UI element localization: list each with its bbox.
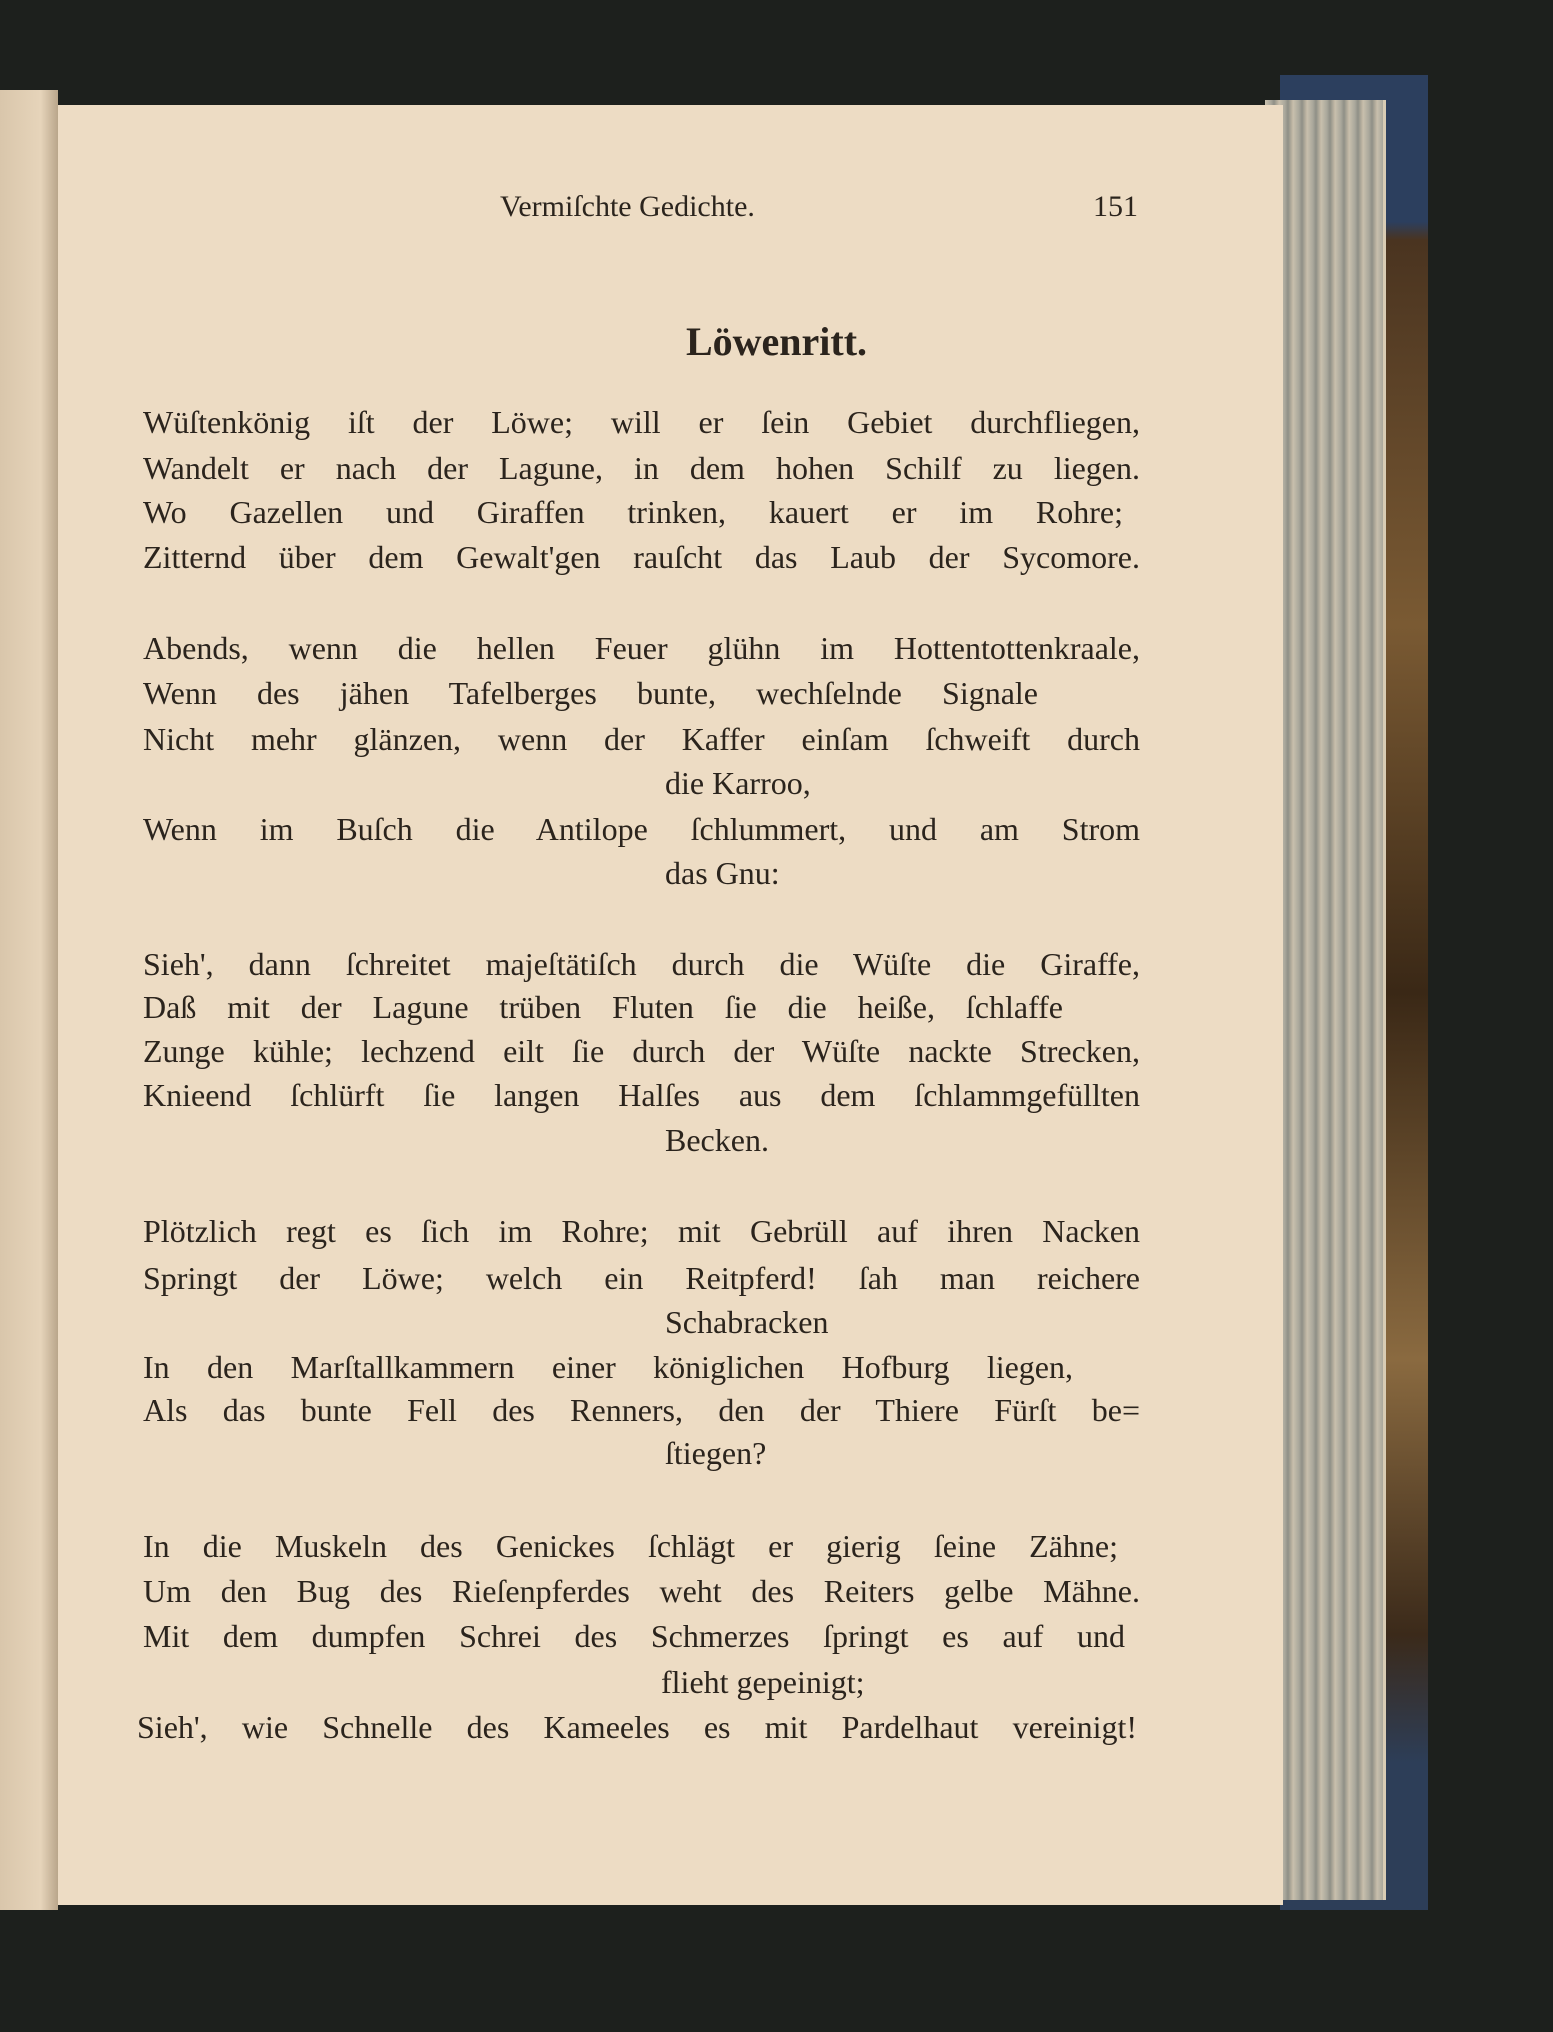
verse-line: In den Marſtallkammern einer königlichen Hofburg liegen,	[143, 1349, 1073, 1385]
verse-line: Mit dem dumpfen Schrei des Schmerzes ſpringt es auf und	[143, 1618, 1125, 1654]
verse-line: Wenn im Buſch die Antilope ſchlummert, und am Strom	[143, 811, 1140, 847]
verse-line: Daß mit der Lagune trüben Fluten ſie die heiße, ſchlaffe	[143, 989, 1063, 1025]
verse-line: In die Muskeln des Genickes ſchlägt er gierig ſeine Zähne;	[143, 1528, 1118, 1564]
running-title: Vermiſchte Gedichte.	[500, 190, 755, 223]
verse-line: Wüſtenkönig iſt der Löwe; will er ſein Gebiet durchfliegen,	[143, 404, 1140, 440]
verse-line: Knieend ſchlürft ſie langen Halſes aus dem ſchlammgefüllten	[143, 1077, 1140, 1113]
verse-line: Wenn des jähen Tafelberges bunte, wechſelnde Signale	[143, 675, 1038, 711]
verse-line: Um den Bug des Rieſenpferdes weht des Reiters gelbe Mähne.	[143, 1573, 1140, 1609]
verse-continuation: ſtiegen?	[665, 1435, 767, 1471]
verse-line: Als das bunte Fell des Renners, den der Thiere Fürſt be=	[143, 1392, 1140, 1428]
verse-line: Sieh', dann ſchreitet majeſtätiſch durch die Wüſte die Giraffe,	[143, 946, 1140, 982]
verse-line: Plötzlich regt es ſich im Rohre; mit Gebrüll auf ihren Nacken	[143, 1213, 1140, 1249]
verse-continuation: flieht gepeinigt;	[661, 1664, 865, 1700]
verse-line: Zitternd über dem Gewalt'gen rauſcht das Laub der Sycomore.	[143, 539, 1140, 575]
page-edges	[1265, 100, 1386, 1900]
verse-line: Springt der Löwe; welch ein Reitpferd! ſah man reichere	[143, 1260, 1140, 1296]
verse-line: Sieh', wie Schnelle des Kameeles es mit Pardelhaut vereinigt!	[137, 1709, 1137, 1745]
verse-line: Abends, wenn die hellen Feuer glühn im Hottentottenkraale,	[143, 630, 1140, 666]
verse-continuation: das Gnu:	[665, 855, 780, 891]
verse-line: Nicht mehr glänzen, wenn der Kaffer einſam ſchweift durch	[143, 721, 1140, 757]
page-number: 151	[1093, 190, 1138, 223]
poem-title: Löwenritt.	[685, 319, 868, 364]
verse-line: Zunge kühle; lechzend eilt ſie durch der Wüſte nackte Strecken,	[143, 1033, 1140, 1069]
verse-line: Wandelt er nach der Lagune, in dem hohen Schilf zu liegen.	[143, 450, 1140, 486]
verse-line: Wo Gazellen und Giraffen trinken, kauert er im Rohre;	[143, 494, 1123, 530]
verse-continuation: Schabracken	[665, 1304, 829, 1340]
verse-continuation: Becken.	[665, 1122, 769, 1158]
verse-continuation: die Karroo,	[665, 765, 811, 801]
